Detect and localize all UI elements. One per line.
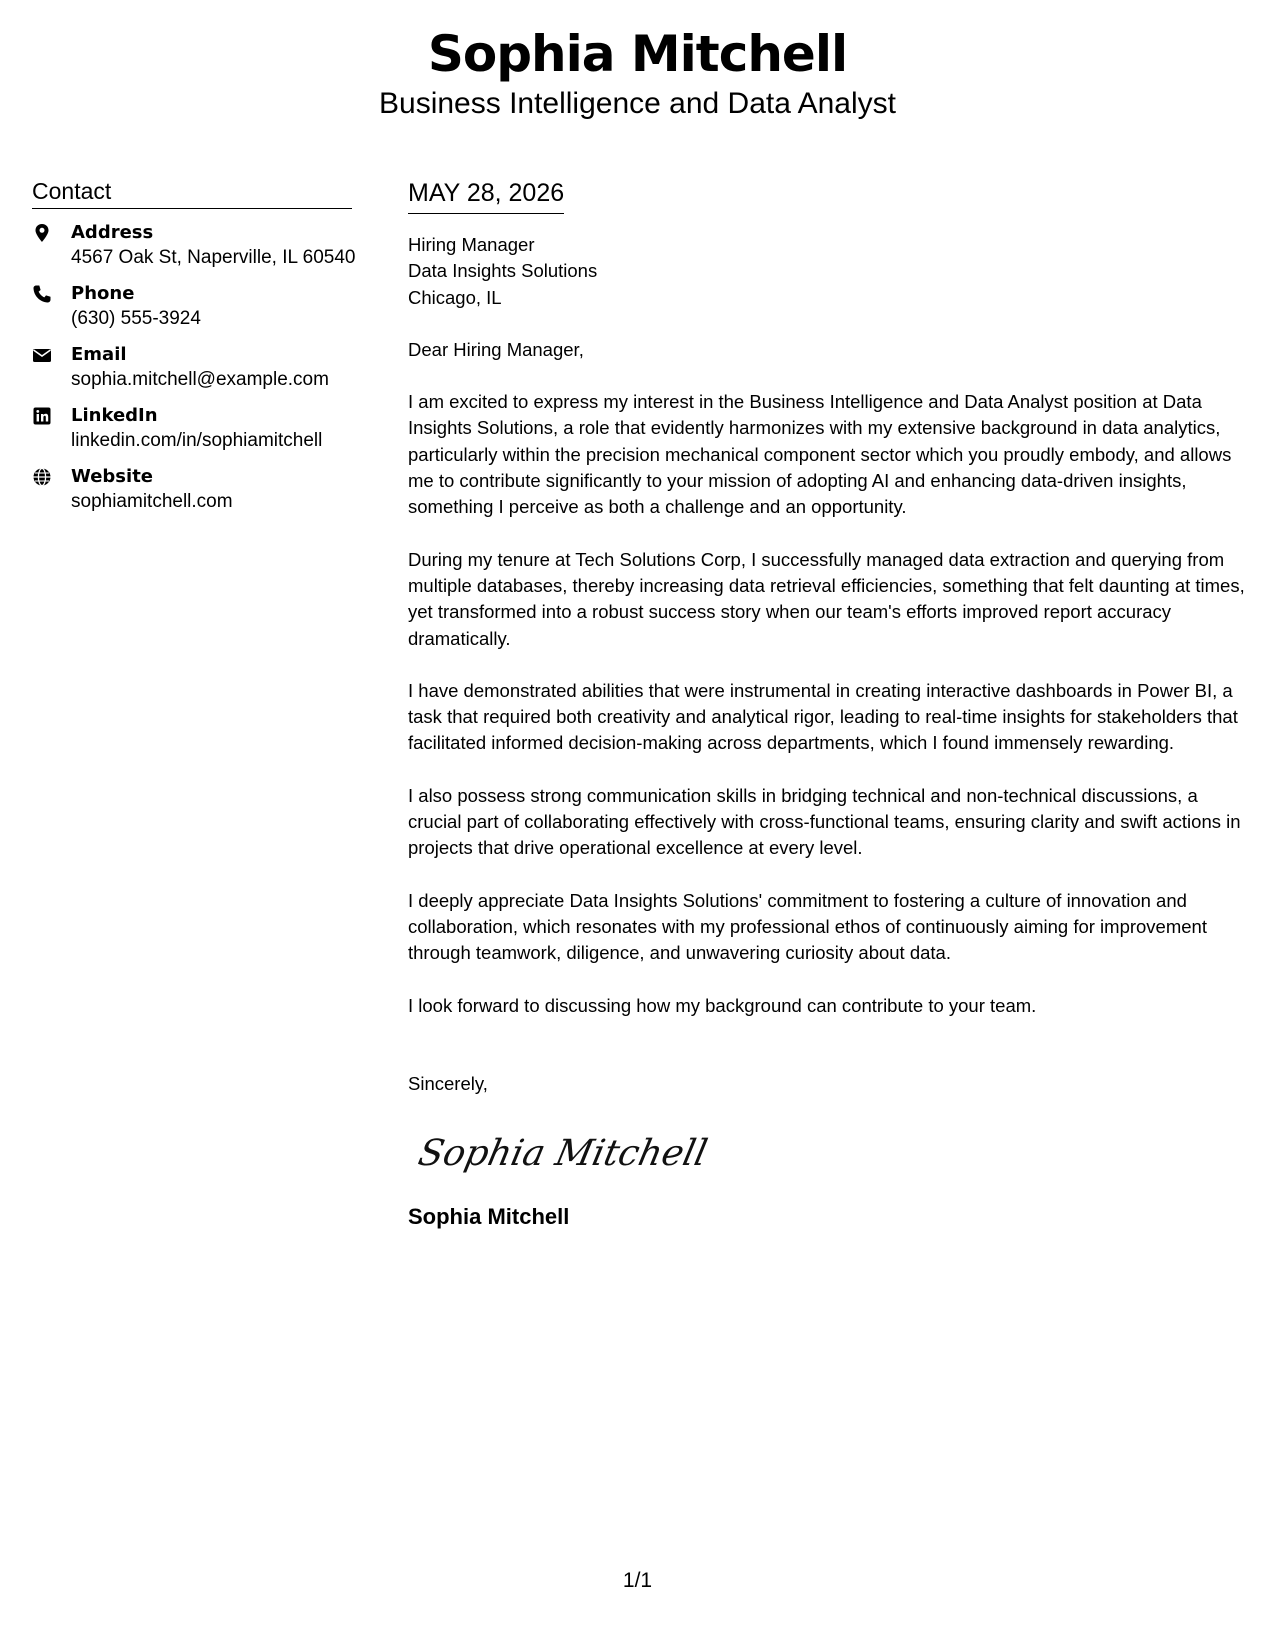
- signed-name: Sophia Mitchell: [408, 1204, 570, 1230]
- linkedin-icon: [32, 406, 52, 426]
- recipient-line: Data Insights Solutions: [408, 260, 598, 282]
- signature-text: Sophia Mitchell: [414, 1131, 712, 1175]
- closing: Sincerely,: [408, 1072, 488, 1094]
- letter-body: [408, 177, 1248, 1231]
- body-paragraph: I look forward to discussing how my background can contribute to your team.: [408, 994, 1037, 1016]
- contact-website: [32, 465, 352, 514]
- applicant-name: Sophia Mitchell: [427, 25, 848, 83]
- body-paragraph: I have demonstrated abilities that were instrumental in creating interactive dashboards in Power BI, a task that required both creativity and analytical rigor, leading to real-time insights for stakeholders that facilitated informed decision-making across departments, which I found immensely rewarding.: [408, 679, 1238, 754]
- contact-email: [32, 343, 352, 392]
- contact-label: LinkedIn: [71, 405, 158, 426]
- contact-value: linkedin.com/in/sophiamitchell: [71, 430, 323, 451]
- body-paragraph: I am excited to express my interest in the Business Intelligence and Data Analyst position at Data Insights Solutions, a role that evidently harmonizes with my extensive background in data analytics, particularly within the precision mechanical component sector which you proudly embody, and allows me to contribute significantly to your mission of adopting AI and enhancing data-driven insights, something I perceive as both a challenge and an opportunity.: [408, 391, 1232, 518]
- contact-linkedin: [32, 404, 352, 453]
- contact-value: sophia.mitchell@example.com: [71, 369, 329, 390]
- applicant-role: Business Intelligence and Data Analyst: [379, 87, 896, 120]
- contact-section-title: Contact: [32, 176, 352, 209]
- globe-icon: [32, 467, 52, 487]
- letter-date: MAY 28, 2026: [408, 177, 564, 214]
- envelope-icon: [32, 345, 52, 365]
- page-number: 1/1: [622, 1569, 653, 1592]
- phone-icon: [32, 284, 52, 304]
- recipient-line: Hiring Manager: [408, 234, 535, 255]
- handwritten-signature: [408, 1121, 712, 1181]
- contact-value: (630) 555-3924: [71, 308, 201, 329]
- body-paragraph: I deeply appreciate Data Insights Solutions' commitment to fostering a culture of innovation and collaboration, which resonates with my professional ethos of continuously aiming for improvement through teamwork, diligence, and unwavering curiosity about data.: [408, 889, 1207, 964]
- recipient-line: Chicago, IL: [408, 286, 502, 308]
- contact-value: sophiamitchell.com: [71, 491, 233, 512]
- contact-label: Website: [71, 466, 154, 487]
- contact-phone: [32, 282, 352, 331]
- contact-value: 4567 Oak St, Naperville, IL 60540: [71, 247, 356, 268]
- map-pin-icon: [32, 223, 52, 243]
- letter-header: [0, 22, 1275, 122]
- salutation: Dear Hiring Manager,: [408, 338, 584, 360]
- recipient-block: [408, 232, 1248, 311]
- contact-address: [32, 221, 356, 270]
- contact-label: Phone: [71, 283, 135, 304]
- contact-label: Email: [71, 344, 127, 365]
- body-paragraph: During my tenure at Tech Solutions Corp, I successfully managed data extraction and querying from multiple databases, thereby increasing data retrieval efficiencies, something that felt daunting at times, yet transformed into a robust success story when our team's efforts improved report accuracy dramatically.: [408, 548, 1245, 649]
- contact-sidebar: [32, 176, 356, 526]
- body-paragraph: I also possess strong communication skills in bridging technical and non-technical discussions, a crucial part of collaborating effectively with cross-functional teams, ensuring clarity and swift actions in projects that drive operational excellence at every level.: [408, 784, 1241, 859]
- contact-label: Address: [71, 222, 154, 243]
